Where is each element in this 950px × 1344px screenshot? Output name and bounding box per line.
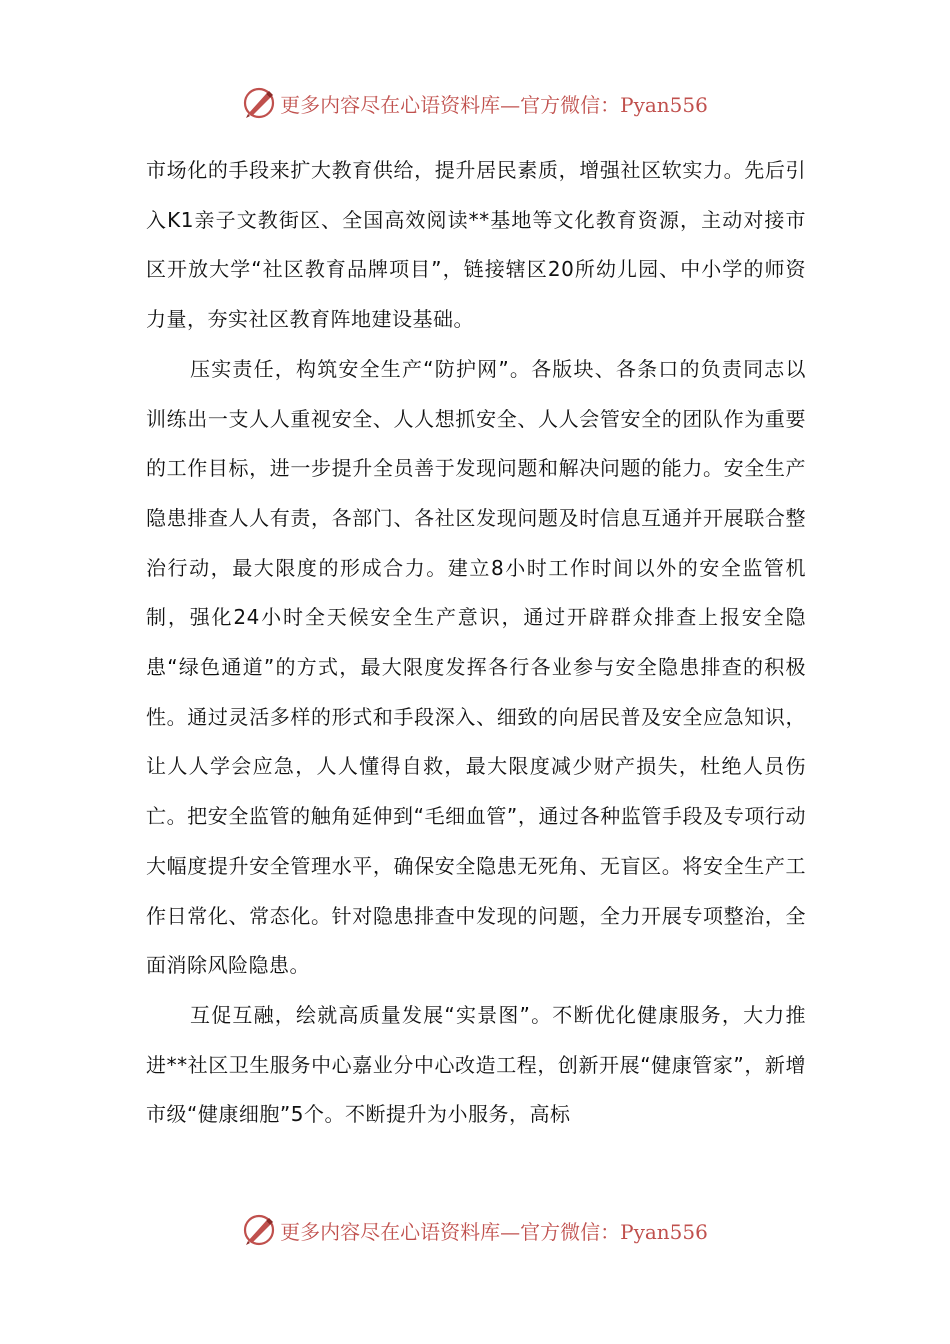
watermark-text: 更多内容尽在心语资料库—官方微信：Pyan556 <box>280 92 708 117</box>
watermark-footer <box>0 1210 950 1250</box>
paragraph-2: 压实责任，构筑安全生产“防护网”。各版块、各条口的负责同志以训练出一支人人重视安全、人人想抓安全、人人会管安全的团队作为重要的工作目标，进一步提升全员善于发现问题和解决问题的能力。安全生产隐患排查人人有责，各部门、各社区发现问题及时信息互通并开展联合整治行动，最大限度的形成合力。建立8小时工作时间以外的安全监管机制，强化24小时全天候安全生产意识，通过开辟群众排查上报安全隐患“绿色通道”的方式，最大限度发挥各行各业参与安全隐患排查的积极性。通过灵活多样的形式和手段深入、细致的向居民普及安全应急知识，让人人学会应急，人人懂得自救，最大限度减少财产损失，杜绝人员伤亡。把安全监管的触角延伸到“毛细血管”，通过各种监管手段及专项行动大幅度提升安全管理水平，确保安全隐患无死角、无盲区。将安全生产工作日常化、常态化。针对隐患排查中发现的问题，全力开展专项整治，全面消除风险隐患。 <box>146 356 806 978</box>
pen-logo-icon <box>242 1213 276 1247</box>
watermark-text: 更多内容尽在心语资料库—官方微信：Pyan556 <box>280 1219 708 1244</box>
paragraph-1: 市场化的手段来扩大教育供给，提升居民素质，增强社区软实力。先后引入K1亲子文教街区、全国高效阅读**基地等文化教育资源，主动对接市区开放大学“社区教育品牌项目”，链接辖区20所幼儿园、中小学的师资力量，夯实社区教育阵地建设基础。 <box>146 158 806 332</box>
watermark-header <box>0 83 950 123</box>
document-body <box>146 146 806 1140</box>
paragraph-3: 互促互融，绘就高质量发展“实景图”。不断优化健康服务，大力推进**社区卫生服务中心嘉业分中心改造工程，创新开展“健康管家”，新增市级“健康细胞”5个。不断提升为小服务，高标 <box>146 1002 806 1127</box>
pen-logo-icon <box>242 86 276 120</box>
